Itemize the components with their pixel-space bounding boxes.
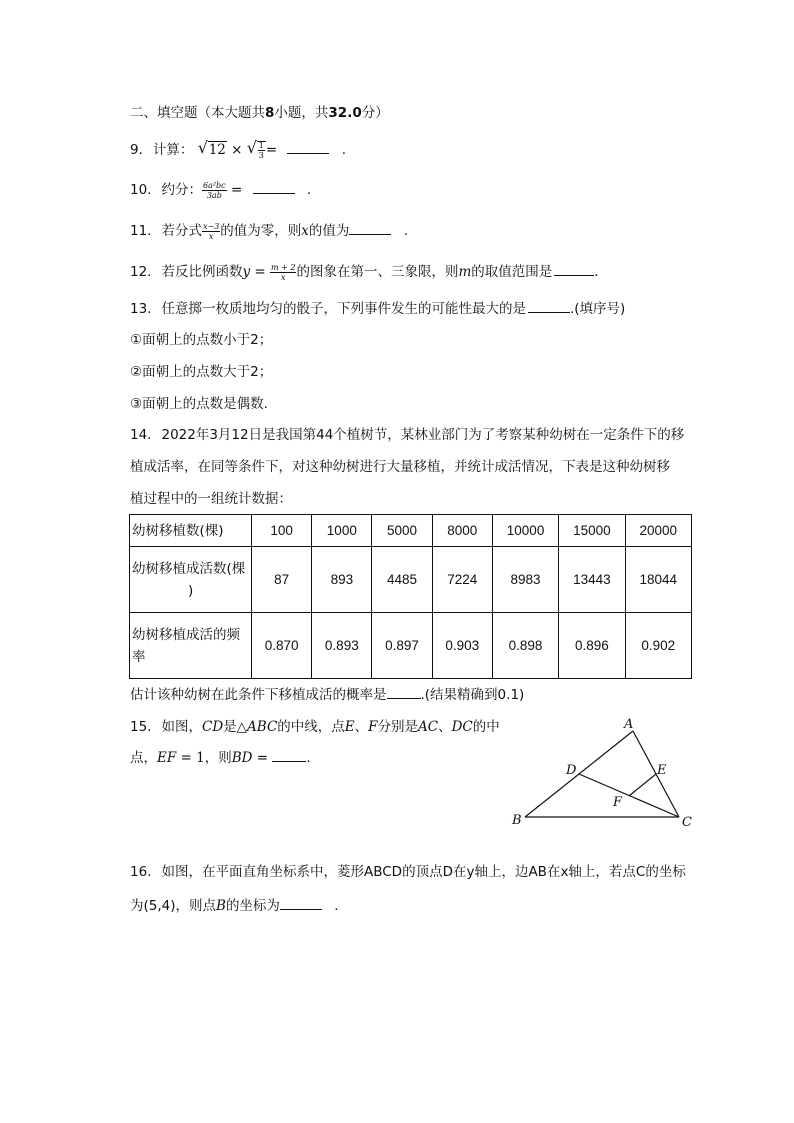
variable: m [458, 264, 472, 280]
question-number: 10. [130, 182, 152, 198]
segment-dc: DC [451, 719, 473, 735]
answer-blank[interactable] [554, 262, 594, 276]
option-1: ①面朝上的点数小于2； [130, 332, 273, 348]
row-header-text: 幼树移植成活的频 [132, 626, 240, 643]
period: . [306, 182, 312, 198]
question-13 [130, 299, 625, 319]
line-ef [629, 774, 656, 796]
question-text: 点， [130, 750, 157, 766]
question-text: 如图， [161, 719, 202, 735]
table-cell: 0.898 [492, 613, 558, 679]
row-header [130, 613, 252, 679]
table-cell: 8983 [492, 547, 558, 613]
question-text: 估计该种幼树在此条件下移植成活的概率是 [130, 687, 387, 703]
answer-blank[interactable] [349, 221, 391, 235]
label-b: B [512, 813, 522, 828]
question-15-line-1 [130, 717, 500, 737]
question-number: 9. [130, 142, 143, 158]
table-cell: 87 [252, 547, 312, 613]
question-number: 11. [130, 223, 152, 239]
equals-sign: = [265, 142, 278, 158]
fraction-numerator: 1 [258, 140, 264, 150]
survival-table [129, 514, 692, 679]
row-header: 幼树移植数(棵) [130, 515, 252, 547]
table-cell: 15000 [559, 515, 625, 547]
table-cell: 4485 [372, 547, 432, 613]
question-11 [130, 221, 408, 241]
period: . [594, 264, 599, 280]
question-text: = 1，则 [180, 750, 232, 766]
sqrt-expression: √ 12 [197, 138, 226, 158]
total-score: 32.0 [328, 105, 362, 121]
question-text: 任意掷一枚质地均匀的骰子，下列事件发生的可能性最大的是 [161, 301, 526, 317]
fraction [270, 263, 296, 282]
table-cell: 13443 [559, 547, 625, 613]
question-text: 若分式 [161, 223, 202, 239]
segment-ef: EF [157, 750, 177, 766]
question-text-suffix: 的取值范围是 [471, 264, 553, 280]
separator: 、 [438, 719, 452, 735]
fraction-numerator: 6a²bc [202, 180, 226, 190]
table-row [130, 547, 692, 613]
fraction-denominator: 3ab [206, 190, 222, 200]
equals-sign: = [256, 750, 269, 766]
point-f: F [368, 719, 378, 735]
triangle-figure [505, 708, 705, 832]
row-header [130, 547, 252, 613]
question-number: 16. [130, 864, 152, 880]
table-cell: 893 [312, 547, 372, 613]
table-cell: 7224 [432, 547, 492, 613]
table-cell: 0.897 [372, 613, 432, 679]
point-b: B [216, 898, 226, 914]
label-e: E [657, 763, 667, 778]
function-lhs: y = [242, 264, 266, 280]
separator: 、 [354, 719, 369, 735]
triangle-abc: △ABC [236, 719, 278, 735]
question-16-line-2 [130, 896, 339, 916]
table-cell: 0.903 [432, 613, 492, 679]
option-3: ③面朝上的点数是偶数. [130, 396, 268, 412]
question-text: 计算： [152, 142, 194, 158]
section-title-text: 二、填空题（本大题共 [130, 105, 265, 121]
answer-blank[interactable] [280, 896, 322, 910]
sqrt-fraction: √ $\frac{1}{3}$ [246, 138, 264, 160]
question-text: 为(5,4)，则点 [130, 898, 217, 914]
row-header-text: ) [188, 582, 194, 599]
question-14-line-2: 植成活率，在同等条件下，对这种幼树进行大量移植，并统计成活情况，下表是这种幼树移 [130, 459, 670, 475]
question-14-after [130, 685, 524, 705]
table-cell: 0.870 [252, 613, 312, 679]
question-text: 2022年3月12日是我国第44个植树节，某林业部门为了考察某种幼树在一定条件下的移 [161, 427, 685, 443]
table-cell: 18044 [625, 547, 691, 613]
question-text: 的中线，点 [277, 719, 345, 735]
question-14-line-1 [130, 425, 684, 445]
question-text-mid: 的图象在第一、三象限，则 [296, 264, 459, 280]
question-text: 约分： [161, 182, 202, 198]
fraction [202, 181, 227, 200]
period: . [306, 750, 311, 766]
equals-sign: = [230, 182, 243, 198]
section-title-unit: 分） [361, 105, 389, 121]
question-number: 12. [130, 264, 152, 280]
times-symbol: × [231, 142, 243, 158]
question-number: 13. [130, 301, 152, 317]
fraction [202, 222, 220, 241]
table-cell: 8000 [432, 515, 492, 547]
fraction-denominator: x [208, 231, 214, 241]
question-number: 14. [130, 427, 152, 443]
segment-cd: CD [201, 719, 224, 735]
segment-ac: AC [418, 719, 439, 735]
label-d: D [566, 763, 577, 778]
fraction-denominator: 3 [258, 150, 264, 160]
table-cell: 10000 [492, 515, 558, 547]
question-16-line-1 [130, 862, 686, 882]
period: . [403, 223, 409, 239]
question-text: 分别是 [377, 719, 419, 735]
question-text: 的坐标为 [225, 898, 280, 914]
question-text-suffix: 的值为 [308, 223, 350, 239]
answer-blank[interactable] [272, 748, 306, 762]
table-cell: 5000 [372, 515, 432, 547]
question-text: 如图，在平面直角坐标系中，菱形ABCD的顶点D在y轴上，边AB在x轴上，若点C的坐标 [161, 864, 686, 880]
period: . [334, 898, 339, 914]
table-row [130, 515, 692, 547]
option-2: ②面朝上的点数大于2； [130, 364, 273, 380]
question-text-suffix: .(填序号) [569, 301, 626, 317]
fraction-denominator: x [280, 272, 286, 282]
table-row [130, 613, 692, 679]
question-14-line-3: 植过程中的一组统计数据： [130, 491, 292, 507]
question-text-suffix: .(结果精确到0.1) [420, 687, 525, 703]
question-number: 15. [130, 719, 152, 735]
question-text: 的中 [472, 719, 500, 735]
label-f: F [613, 795, 623, 810]
table-cell: 100 [252, 515, 312, 547]
answer-blank[interactable] [287, 140, 329, 154]
answer-blank[interactable] [387, 685, 421, 699]
label-a: A [624, 717, 634, 732]
question-text: 若反比例函数 [161, 264, 243, 280]
label-c: C [682, 815, 692, 830]
row-header-text: 幼树移植成活数(棵 [132, 560, 246, 577]
table-cell: 20000 [625, 515, 691, 547]
question-text: 是 [223, 719, 237, 735]
table-cell: 0.902 [625, 613, 691, 679]
question-15-line-2 [130, 748, 311, 768]
fraction-numerator: m + 2 [271, 262, 296, 272]
section-title [130, 103, 389, 123]
answer-blank[interactable] [253, 180, 295, 194]
question-10 [130, 180, 311, 200]
radicand: 12 [208, 142, 226, 158]
answer-blank[interactable] [528, 299, 570, 313]
section-title-mid: 小题，共 [274, 105, 329, 121]
period: . [341, 142, 347, 158]
fraction-numerator: x−3 [202, 221, 220, 231]
question-9 [130, 140, 346, 160]
point-e: E [344, 719, 355, 735]
segment-bd: BD [231, 750, 253, 766]
table-cell: 0.893 [312, 613, 372, 679]
table-cell: 1000 [312, 515, 372, 547]
table-cell: 0.896 [559, 613, 625, 679]
row-header-text: 率 [132, 648, 146, 665]
question-count: 8 [265, 105, 275, 121]
question-text-mid: 的值为零，则 [220, 223, 302, 239]
variable: x [301, 223, 309, 239]
question-12 [130, 262, 599, 282]
